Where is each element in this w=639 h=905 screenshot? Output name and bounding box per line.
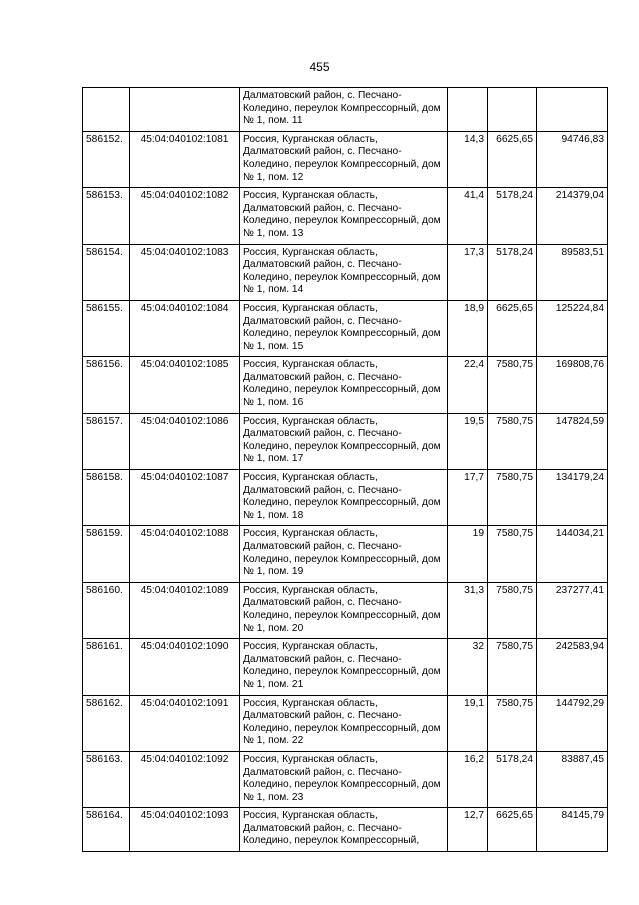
cell-rate: 7580,75 (488, 357, 537, 413)
cell-value: 237277,41 (537, 582, 608, 638)
cell-number: 586156. (83, 357, 130, 413)
cell-number: 586157. (83, 413, 130, 469)
cell-number: 586154. (83, 244, 130, 300)
cell-area: 22,4 (448, 357, 488, 413)
cell-cadastral: 45:04:040102:1093 (130, 808, 240, 852)
cell-value: 84145,79 (537, 808, 608, 852)
cell-rate: 7580,75 (488, 526, 537, 582)
table-row (83, 188, 608, 244)
cell-number: 586159. (83, 526, 130, 582)
cell-address: Россия, Курганская область, Далматовский район, с. Песчано-Колединo, переулок Компрессорный, дом № 1, пом. 22 (240, 695, 448, 751)
cell-address: Россия, Курганская область, Далматовский район, с. Песчано-Колединo, переулок Компрессорный, дом № 1, пом. 23 (240, 751, 448, 807)
cell-cadastral: 45:04:040102:1085 (130, 357, 240, 413)
cell-number: 586163. (83, 751, 130, 807)
cell-address: Россия, Курганская область, Далматовский район, с. Песчано-Колединo, переулок Компрессорный, дом № 1, пом. 19 (240, 526, 448, 582)
cell-area: 19 (448, 526, 488, 582)
cell-address: Россия, Курганская область, Далматовский район, с. Песчано-Колединo, переулок Компрессорный, дом № 1, пом. 20 (240, 582, 448, 638)
table-row (83, 131, 608, 187)
cell-cadastral: 45:04:040102:1084 (130, 300, 240, 356)
cell-cadastral: 45:04:040102:1088 (130, 526, 240, 582)
page-number: 455 (309, 60, 330, 74)
cell-rate: 5178,24 (488, 188, 537, 244)
cell-address: Россия, Курганская область, Далматовский район, с. Песчано-Колединo, переулок Компрессорный, (240, 808, 448, 852)
cell-area: 31,3 (448, 582, 488, 638)
table-row (83, 357, 608, 413)
cell-address: Россия, Курганская область, Далматовский район, с. Песчано-Колединo, переулок Компрессорный, дом № 1, пом. 16 (240, 357, 448, 413)
cell-number: 586153. (83, 188, 130, 244)
table-row (83, 244, 608, 300)
cell-rate: 6625,65 (488, 300, 537, 356)
cell-value: 125224,84 (537, 300, 608, 356)
cell-value: 83887,45 (537, 751, 608, 807)
cell-area: 32 (448, 639, 488, 695)
table-row (83, 695, 608, 751)
cell-address: Россия, Курганская область, Далматовский район, с. Песчано-Колединo, переулок Компрессорный, дом № 1, пом. 14 (240, 244, 448, 300)
cell-rate: 5178,24 (488, 244, 537, 300)
cell-rate: 5178,24 (488, 751, 537, 807)
cell-value (537, 88, 608, 132)
cell-number (83, 88, 130, 132)
cell-number: 586161. (83, 639, 130, 695)
cell-value: 214379,04 (537, 188, 608, 244)
table-row (83, 413, 608, 469)
cell-area: 17,3 (448, 244, 488, 300)
cell-rate (488, 88, 537, 132)
cell-rate: 6625,65 (488, 808, 537, 852)
registry-table (82, 87, 608, 852)
cell-value: 169808,76 (537, 357, 608, 413)
table-row-continuation (83, 88, 608, 132)
cell-number: 586164. (83, 808, 130, 852)
cell-cadastral: 45:04:040102:1089 (130, 582, 240, 638)
cell-area: 17,7 (448, 470, 488, 526)
cell-cadastral: 45:04:040102:1081 (130, 131, 240, 187)
cell-area: 19,1 (448, 695, 488, 751)
table-row-partial (83, 808, 608, 852)
cell-rate: 7580,75 (488, 639, 537, 695)
cell-value: 147824,59 (537, 413, 608, 469)
table-row (83, 526, 608, 582)
table-row (83, 751, 608, 807)
cell-cadastral: 45:04:040102:1083 (130, 244, 240, 300)
cell-cadastral (130, 88, 240, 132)
cell-area: 18,9 (448, 300, 488, 356)
table-row (83, 300, 608, 356)
cell-rate: 7580,75 (488, 413, 537, 469)
cell-cadastral: 45:04:040102:1091 (130, 695, 240, 751)
table-row (83, 470, 608, 526)
cell-cadastral: 45:04:040102:1090 (130, 639, 240, 695)
cell-cadastral: 45:04:040102:1086 (130, 413, 240, 469)
cell-value: 89583,51 (537, 244, 608, 300)
cell-number: 586162. (83, 695, 130, 751)
cell-address: Далматовский район, с. Песчано-Колединo, переулок Компрессорный, дом № 1, пом. 11 (240, 88, 448, 132)
cell-number: 586160. (83, 582, 130, 638)
cell-value: 134179,24 (537, 470, 608, 526)
cell-rate: 7580,75 (488, 470, 537, 526)
cell-address: Россия, Курганская область, Далматовский район, с. Песчано-Колединo, переулок Компрессорный, дом № 1, пом. 12 (240, 131, 448, 187)
cell-value: 144034,21 (537, 526, 608, 582)
cell-number: 586155. (83, 300, 130, 356)
cell-rate: 7580,75 (488, 695, 537, 751)
cell-address: Россия, Курганская область, Далматовский район, с. Песчано-Колединo, переулок Компрессорный, дом № 1, пом. 17 (240, 413, 448, 469)
cell-value: 144792,29 (537, 695, 608, 751)
cell-value: 94746,83 (537, 131, 608, 187)
table-row (83, 582, 608, 638)
cell-number: 586152. (83, 131, 130, 187)
cell-area: 16,2 (448, 751, 488, 807)
cell-rate: 6625,65 (488, 131, 537, 187)
cell-area (448, 88, 488, 132)
registry-body (83, 88, 608, 852)
cell-cadastral: 45:04:040102:1092 (130, 751, 240, 807)
cell-value: 242583,94 (537, 639, 608, 695)
cell-cadastral: 45:04:040102:1082 (130, 188, 240, 244)
cell-area: 41,4 (448, 188, 488, 244)
cell-cadastral: 45:04:040102:1087 (130, 470, 240, 526)
cell-address: Россия, Курганская область, Далматовский район, с. Песчано-Колединo, переулок Компрессорный, дом № 1, пом. 13 (240, 188, 448, 244)
table-row (83, 639, 608, 695)
cell-area: 12,7 (448, 808, 488, 852)
cell-address: Россия, Курганская область, Далматовский район, с. Песчано-Колединo, переулок Компрессорный, дом № 1, пом. 15 (240, 300, 448, 356)
cell-area: 14,3 (448, 131, 488, 187)
cell-area: 19,5 (448, 413, 488, 469)
cell-rate: 7580,75 (488, 582, 537, 638)
cell-address: Россия, Курганская область, Далматовский район, с. Песчано-Колединo, переулок Компрессорный, дом № 1, пом. 18 (240, 470, 448, 526)
cell-address: Россия, Курганская область, Далматовский район, с. Песчано-Колединo, переулок Компрессорный, дом № 1, пом. 21 (240, 639, 448, 695)
cell-number: 586158. (83, 470, 130, 526)
